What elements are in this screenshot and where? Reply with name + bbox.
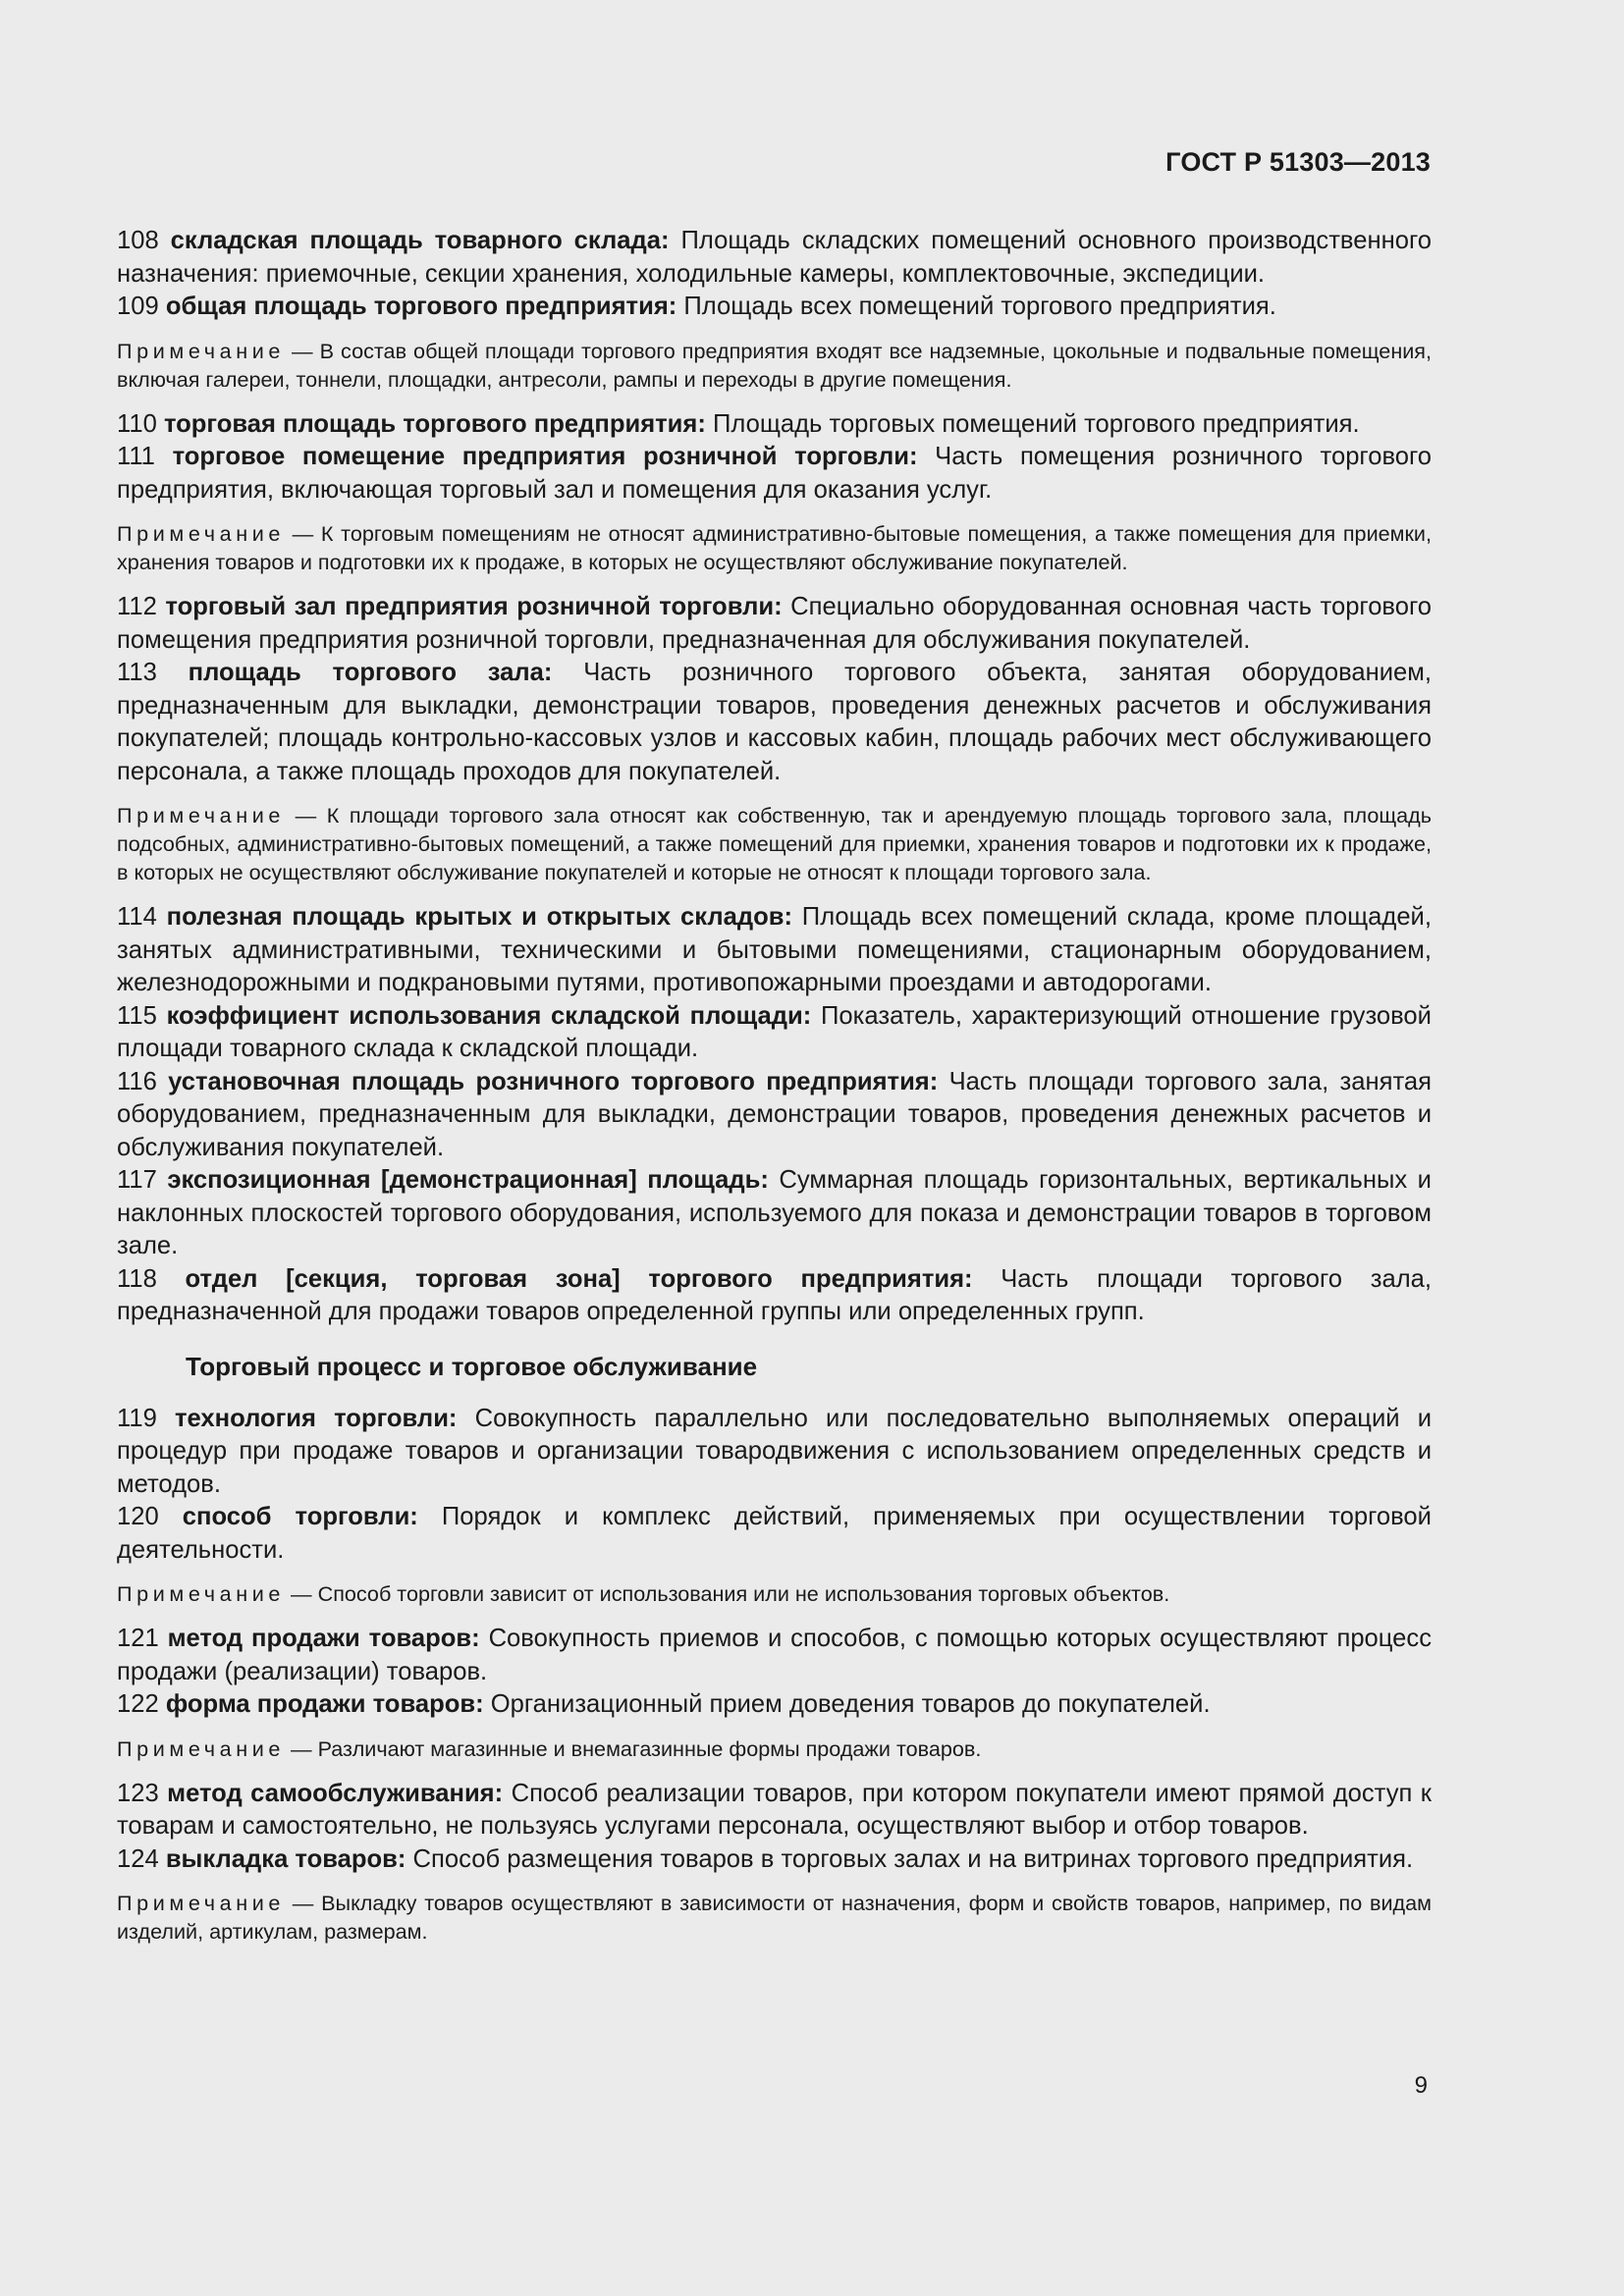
term-name: выкладка товаров: [165,1844,406,1873]
term-entry [117,1501,1432,1567]
term-definition: Часть площади торгового зала, занятая оборудованием, предназначенным для выкладки, демонстрации товаров, проведения денежных расчетов и обслуживания покупателей. [117,1067,1432,1161]
term-number: 109 [117,293,159,320]
term-name: установочная площадь розничного торгового предприятия: [168,1067,939,1095]
term-number: 112 [117,593,157,620]
term-entry [117,1688,1432,1722]
term-entry [117,1623,1432,1688]
term-definition: Совокупность приемов и способов, с помощью которых осуществляют процесс продажи (реализации) товаров. [117,1625,1432,1685]
note-text: — Способ торговли зависит от использования или не использования торговых объектов. [291,1581,1170,1606]
term-name: метод самообслуживания: [167,1779,504,1807]
term-entry [117,408,1432,442]
term-number: 124 [117,1844,159,1873]
document-body [117,225,1432,1960]
term-entry [117,1843,1432,1877]
term-entry [117,1066,1432,1165]
note-label: Примечание [117,803,285,828]
term-number: 121 [117,1625,159,1652]
term-name: способ торговли: [182,1503,418,1530]
term-name: метод продажи товаров: [167,1625,480,1652]
note-label: Примечание [117,338,285,363]
term-entry [117,441,1432,507]
note [117,337,1432,394]
note-text: — Различают магазинные и внемагазинные формы продажи товаров. [291,1735,982,1761]
note [117,1889,1432,1946]
term-number: 118 [117,1264,157,1293]
term-number: 114 [117,903,157,931]
note-text: — К торговым помещениям не относят административно-бытовые помещения, а также помещения для приемки, хранения товаров и подготовки их к продаже, в которых не осуществляют обслуживание покупателей. [117,521,1432,574]
term-number: 116 [117,1067,157,1095]
term-name: отдел [секция, торговая зона] торгового предприятия: [185,1264,973,1293]
term-entry [117,1000,1432,1066]
term-name: площадь торгового зала: [188,659,553,686]
term-definition: Площадь всех помещений склада, кроме площадей, занятых административными, техническими и бытовыми помещениями, стационарным оборудованием, железнодорожными и подкрановыми путями, противопожарными проездами и автодорогами. [117,903,1432,996]
term-name: торговое помещение предприятия розничной торговли: [172,443,918,470]
term-name: общая площадь торгового предприятия: [165,293,677,320]
term-definition: Организационный прием доведения товаров до покупателей. [490,1690,1211,1718]
term-entry [117,901,1432,1000]
term-number: 108 [117,227,159,254]
note [117,1579,1432,1608]
term-entry [117,291,1432,324]
term-name: экспозиционная [демонстрационная] площадь: [167,1166,769,1194]
term-entry [117,591,1432,657]
note-text: — Выкладку товаров осуществляют в зависимости от назначения, форм и свойств товаров, например, по видам изделий, артикулам, размерам. [117,1891,1432,1944]
term-definition: Совокупность параллельно или последовательно выполняемых операций и процедур при продаже товаров и организации товародвижения с использованием определенных средств и методов. [117,1404,1432,1498]
note [117,1735,1432,1763]
term-name: полезная площадь крытых и открытых складов: [166,903,792,931]
note-text: — К площади торгового зала относят как собственную, так и арендуемую площадь торгового зала, площадь подсобных, административно-бытовых помещений, а также помещений для приемки, хранения товаров и подготовки их к продаже, в которых не осуществляют обслуживание покупателей и которые не относят к площади торгового зала. [117,803,1433,884]
term-name: торговый зал предприятия розничной торговли: [165,593,783,620]
term-definition: Порядок и комплекс действий, применяемых при осуществлении торговой деятельности. [117,1503,1432,1564]
term-definition: Способ размещения товаров в торговых залах и на витринах торгового предприятия. [412,1844,1414,1873]
term-definition: Площадь всех помещений торгового предприятия. [683,293,1276,320]
document-id: ГОСТ Р 51303—2013 [1165,147,1431,177]
term-name: технология торговли: [174,1404,458,1432]
term-name: торговая площадь торгового предприятия: [163,409,706,438]
page-number: 9 [1414,2072,1428,2099]
term-entry [117,225,1432,291]
term-definition: Площадь складских помещений основного производственного назначения: приемочные, секции хранения, холодильные камеры, комплектовочные, экспедиции. [117,227,1432,288]
term-number: 120 [117,1503,159,1530]
term-definition: Часть розничного торгового объекта, занятая оборудованием, предназначенным для выкладки, демонстрации товаров, проведения денежных расчетов и обслуживания покупателей; площадь контрольно-кассовых узлов и кассовых кабин, площадь рабочих мест обслуживающего персонала, а также площадь проходов для покупателей. [117,659,1432,785]
note [117,801,1432,886]
term-definition: Часть площади торгового зала, предназначенной для продажи товаров определенной группы или определенных групп. [117,1264,1432,1325]
term-definition: Часть помещения розничного торгового предприятия, включающая торговый зал и помещения для оказания услуг. [117,443,1432,504]
term-entry [117,1164,1432,1263]
term-entry [117,1263,1432,1329]
term-name: коэффициент использования складской площади: [166,1001,812,1030]
term-definition: Показатель, характеризующий отношение грузовой площади товарного склада к складской площади. [117,1001,1432,1062]
term-number: 119 [117,1404,157,1432]
term-name: складская площадь товарного склада: [170,227,670,254]
term-number: 113 [117,659,157,686]
term-number: 117 [117,1166,157,1194]
term-definition: Специально оборудованная основная часть торгового помещения предприятия розничной торговли, предназначенная для обслуживания покупателей. [117,593,1432,654]
term-entry [117,657,1432,788]
term-name: форма продажи товаров: [165,1690,484,1718]
note-label: Примечание [117,1735,285,1761]
term-number: 115 [117,1001,157,1030]
term-number: 110 [117,409,157,438]
term-number: 122 [117,1690,159,1718]
term-entry [117,1403,1432,1502]
term-number: 111 [117,443,155,470]
term-entry [117,1778,1432,1843]
term-definition: Суммарная площадь горизонтальных, вертикальных и наклонных плоскостей торгового оборудования, используемого для показа и демонстрации товаров в торговом зале. [117,1166,1432,1259]
note-label: Примечание [117,521,285,546]
term-number: 123 [117,1779,159,1807]
term-definition: Площадь торговых помещений торгового предприятия. [712,409,1360,438]
note [117,519,1432,576]
note-label: Примечание [117,1581,285,1606]
note-label: Примечание [117,1891,285,1915]
section-title: Торговый процесс и торговое обслуживание [186,1351,758,1381]
note-text: — В состав общей площади торгового предприятия входят все надземные, цокольные и подвальные помещения, включая галереи, тоннели, площадки, антресоли, рампы и переходы в другие помещения. [117,338,1432,392]
term-definition: Способ реализации товаров, при котором покупатели имеют прямой доступ к товарам и самостоятельно, не пользуясь услугами персонала, осуществляют выбор и отбор товаров. [117,1779,1432,1840]
